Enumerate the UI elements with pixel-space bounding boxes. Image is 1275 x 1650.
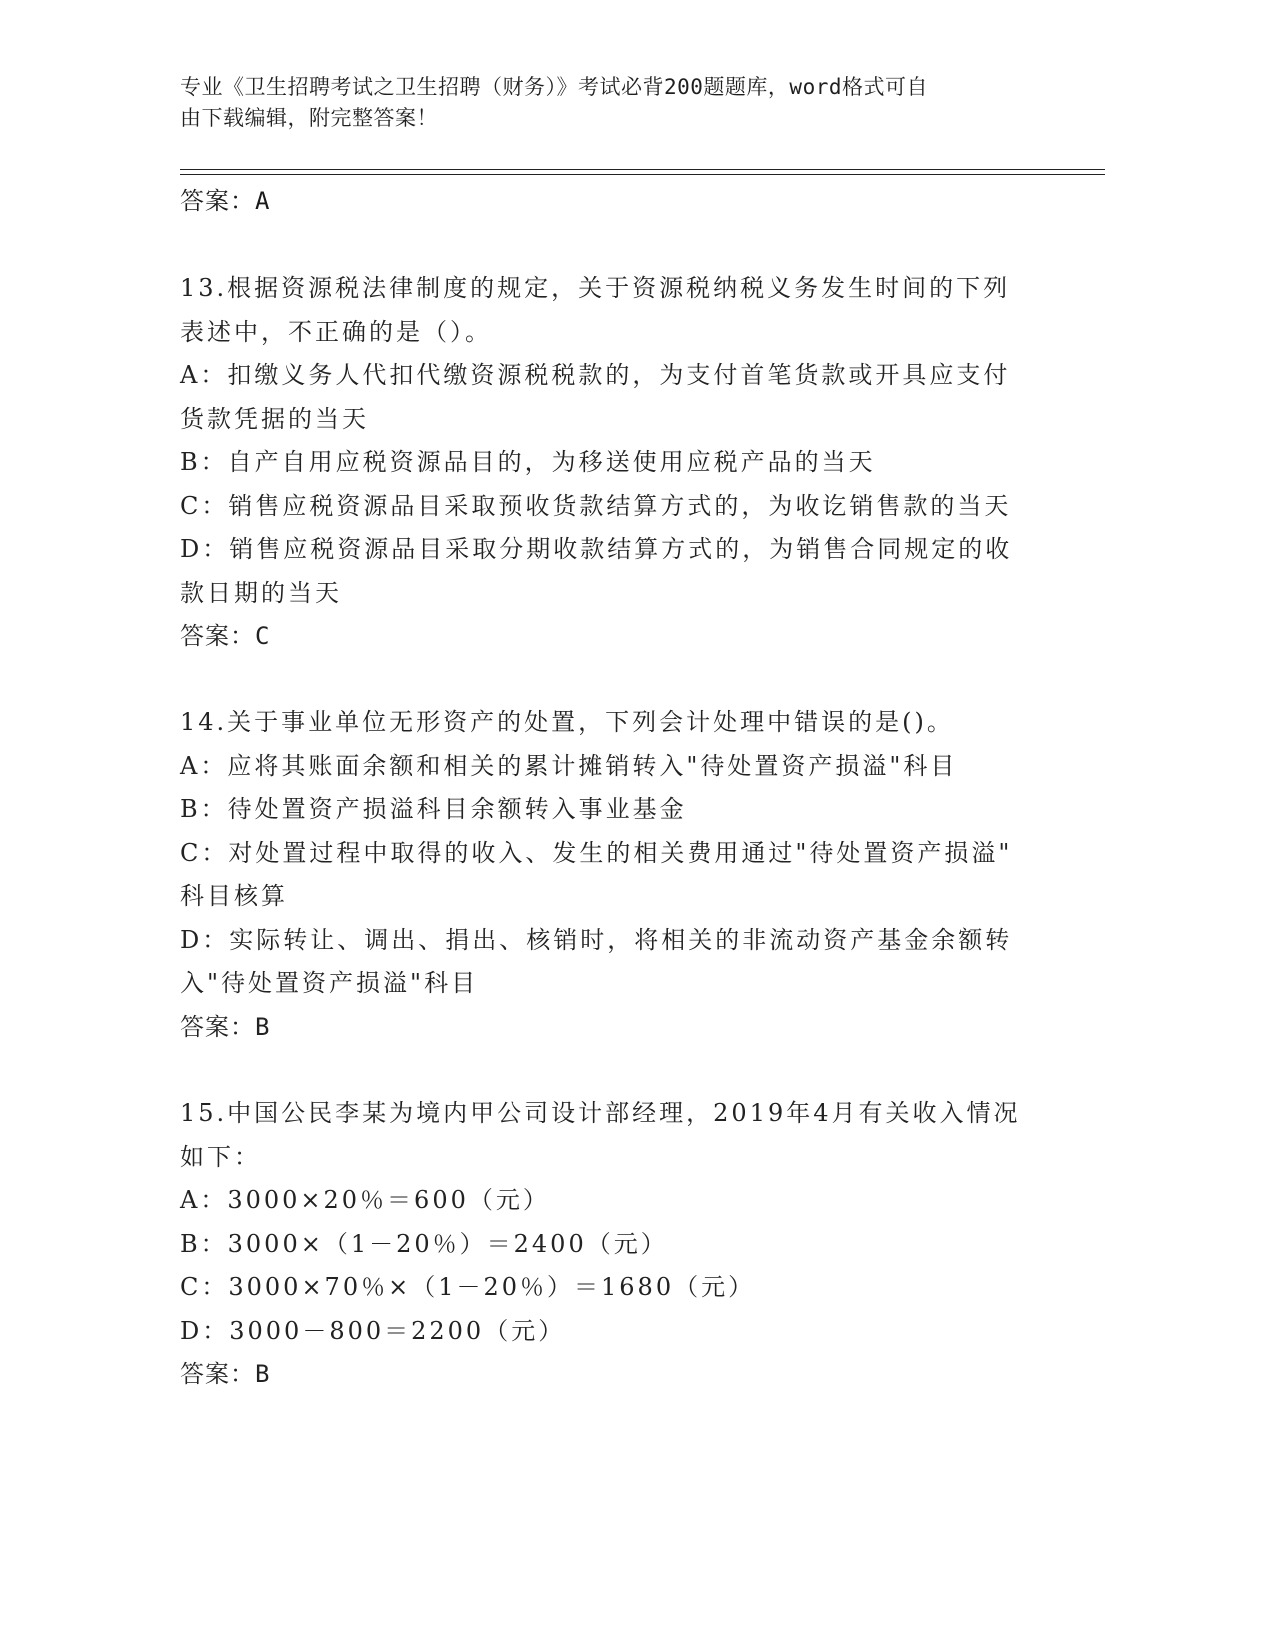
question-15 (180, 1092, 1040, 1397)
question-text: 15.中国公民李某为境内甲公司设计部经理，2019年4月有关收入情况 (180, 1099, 1021, 1127)
option-b: B：自产自用应税资源品目的，为移送使用应税产品的当天 (180, 448, 876, 476)
option-b: B：3000×（1－20％）＝2400（元） (180, 1229, 668, 1258)
answer-label: 答案：C (180, 622, 271, 650)
question-13 (180, 267, 1040, 659)
header-line: 专业《卫生招聘考试之卫生招聘（财务）》考试必背200题题库，word格式可自 (180, 75, 928, 99)
question-text: 14.关于事业单位无形资产的处置，下列会计处理中错误的是()。 (180, 708, 954, 736)
question-text: 表述中，不正确的是（）。 (180, 317, 492, 346)
option-d: D：3000－800＝2200（元） (180, 1316, 566, 1345)
option-c: C：3000×70％×（1－20％）＝1680（元） (180, 1273, 756, 1301)
option-d: D：销售应税资源品目采取分期收款结算方式的，为销售合同规定的收 (180, 535, 1013, 563)
option-c: C：销售应税资源品目采取预收货款结算方式的，为收讫销售款的当天 (180, 491, 1012, 520)
question-text: 如下： (180, 1142, 261, 1171)
answer-label: 答案：A (180, 187, 271, 215)
option-a: A：应将其账面余额和相关的累计摊销转入"待处置资产损溢"科目 (180, 751, 958, 780)
question-text: 13.根据资源税法律制度的规定，关于资源税纳税义务发生时间的下列 (180, 274, 1011, 302)
option-d: 款日期的当天 (180, 578, 342, 607)
option-a: 货款凭据的当天 (180, 404, 369, 433)
question-14 (180, 701, 1040, 1049)
document-header (180, 72, 1060, 134)
option-d: D：实际转让、调出、捐出、核销时，将相关的非流动资产基金余额转 (180, 925, 1013, 954)
option-b: B：待处置资产损溢科目余额转入事业基金 (180, 795, 687, 823)
option-c: C：对处置过程中取得的收入、发生的相关费用通过"待处置资产损溢" (180, 838, 1013, 867)
option-d: 入"待处置资产损溢"科目 (180, 969, 479, 997)
option-a: A：3000×20％＝600（元） (180, 1186, 550, 1214)
option-a: A：扣缴义务人代扣代缴资源税税款的，为支付首笔货款或开具应支付 (180, 361, 1011, 389)
header-divider (180, 174, 1105, 175)
answer-label: 答案：B (180, 1012, 271, 1041)
header-divider (180, 169, 1105, 170)
answer-block (180, 180, 1040, 224)
header-line: 由下载编辑，附完整答案！ (180, 106, 438, 130)
option-c: 科目核算 (180, 882, 288, 910)
answer-label: 答案：B (180, 1360, 271, 1388)
